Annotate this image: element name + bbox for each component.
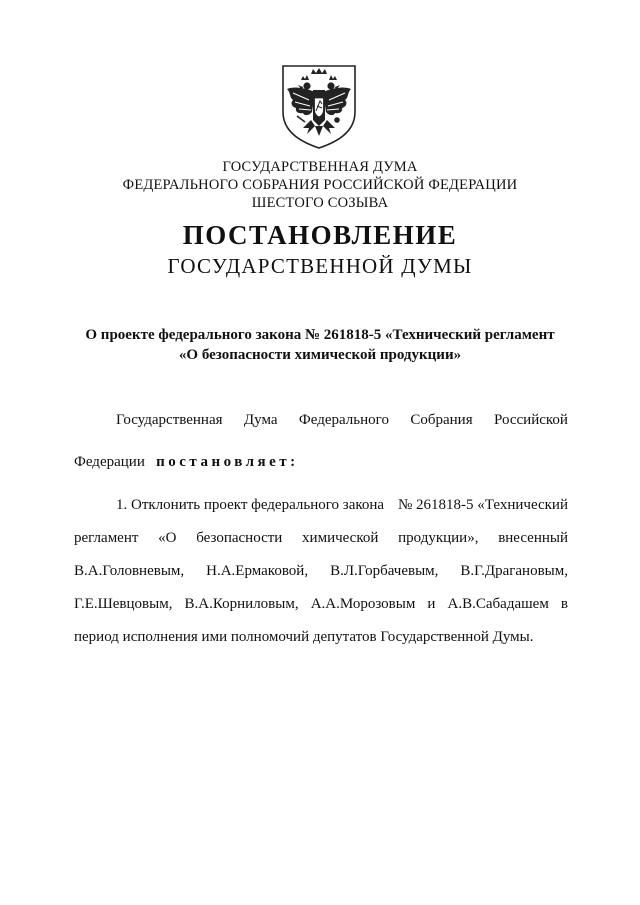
item-1-paragraph (74, 495, 568, 648)
item-1-line-5: период исполнения ими полномочий депутатов Государственной Думы. (74, 629, 534, 645)
deputy-name: А.В.Сабадашем (447, 596, 549, 612)
preamble-word: Дума (243, 412, 278, 428)
item-1-line-1-end: № 261818-5 «Технический (398, 497, 568, 513)
item-1-line-1-start: 1. Отклонить проект федерального закона (116, 497, 385, 513)
preamble-paragraph (74, 410, 568, 473)
document-owner-subtitle: ГОСУДАРСТВЕННОЙ ДУМЫ (167, 254, 473, 278)
item-1-line-4 (74, 594, 568, 615)
issuing-authority (0, 158, 640, 212)
deputy-name: В.Г.Драгановым, (460, 563, 568, 579)
item-1-word: продукции», (398, 530, 479, 546)
resolves-verb: постановляет: (156, 454, 299, 470)
deputy-name: Н.А.Ермаковой, (206, 563, 309, 579)
deputy-name: В.А.Головневым, (74, 563, 185, 579)
preamble-line-2-start: Федерации (74, 454, 145, 470)
deputy-name: Г.Е.Шевцовым, (74, 596, 173, 612)
deputy-name: В.Л.Горбачевым, (330, 563, 439, 579)
preamble-line-2 (74, 452, 568, 473)
item-1-word: безопасности (196, 530, 283, 546)
authority-line-2: ФЕДЕРАЛЬНОГО СОБРАНИЯ РОССИЙСКОЙ ФЕДЕРАЦИИ (122, 177, 518, 193)
subject-line-1: О проекте федерального закона № 261818-5 «Технический регламент (85, 327, 555, 343)
coat-of-arms-emblem (279, 62, 359, 150)
item-1-word: химической (302, 530, 379, 546)
resolution-subject (0, 325, 640, 365)
preamble-word: Государственная (116, 412, 223, 428)
item-1-word: и (427, 596, 436, 612)
document-type-title: ПОСТАНОВЛЕНИЕ (182, 220, 458, 250)
preamble-word: Федерального (298, 412, 389, 428)
item-1-word: «О (158, 530, 177, 546)
preamble-word: Российской (494, 412, 568, 428)
authority-line-1: ГОСУДАРСТВЕННАЯ ДУМА (222, 159, 418, 175)
preamble-word: Собрания (410, 412, 473, 428)
item-1-word: в (560, 596, 568, 612)
item-1-line-1 (74, 495, 568, 516)
item-1-word: регламент (74, 530, 139, 546)
authority-line-3: ШЕСТОГО СОЗЫВА (251, 195, 389, 211)
deputy-name: В.А.Корниловым, (184, 596, 299, 612)
preamble-line-1 (74, 410, 568, 431)
subject-line-2: «О безопасности химической продукции» (178, 347, 462, 363)
deputy-name: А.А.Морозовым (310, 596, 416, 612)
item-1-line-3 (74, 561, 568, 582)
item-1-word: внесенный (498, 530, 568, 546)
item-1-line-2 (74, 528, 568, 549)
